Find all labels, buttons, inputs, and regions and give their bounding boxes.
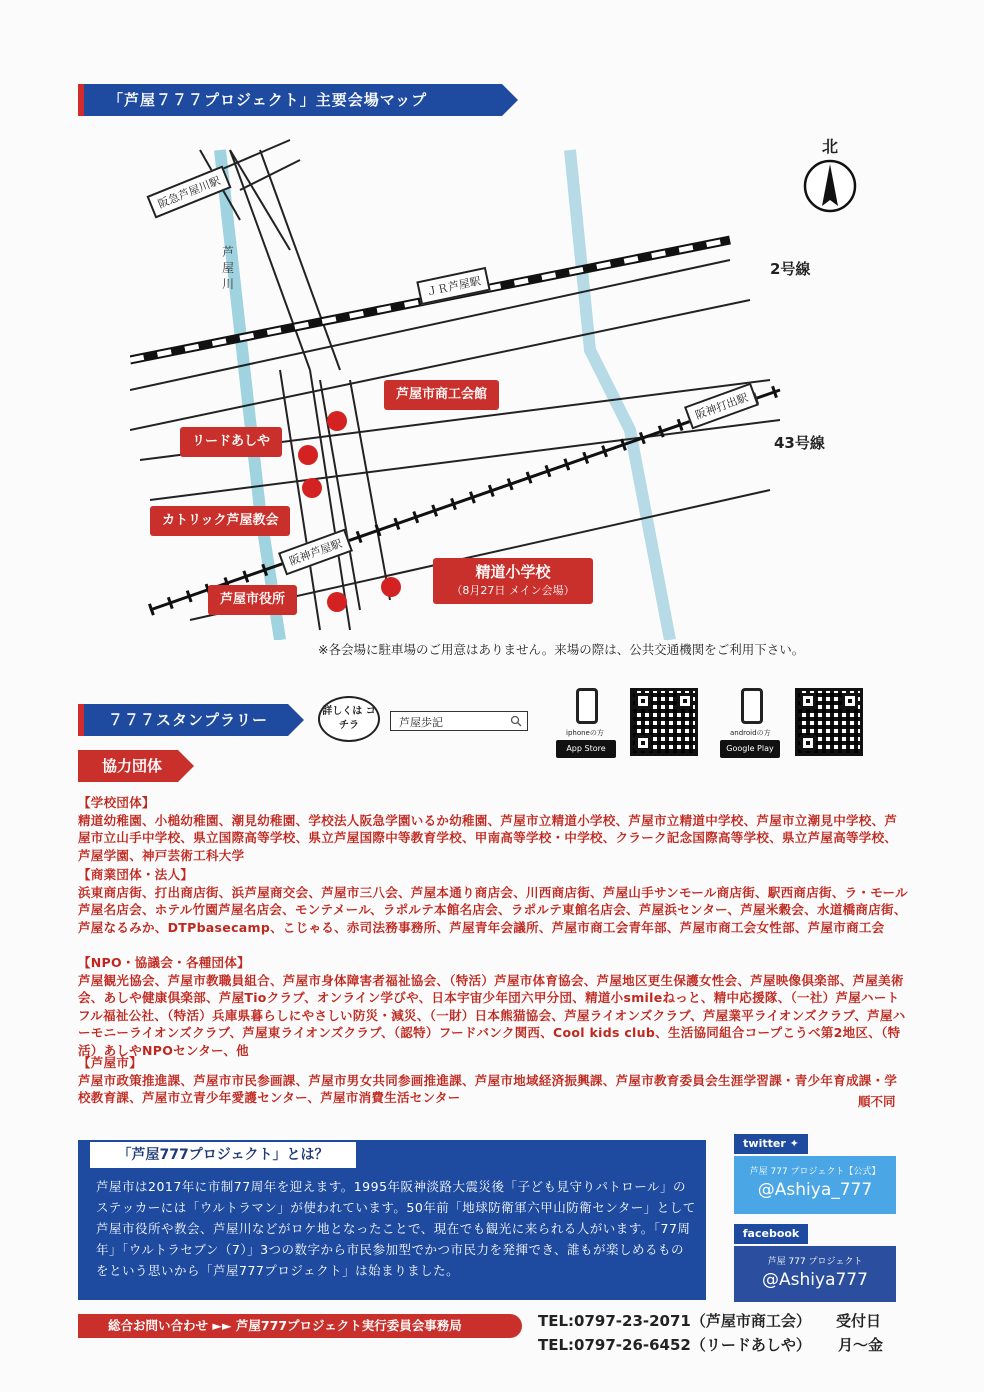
- android-icon: [741, 688, 763, 724]
- app-store-badge[interactable]: App Store: [556, 740, 616, 758]
- coop-title: 協力団体: [78, 750, 178, 782]
- contact-bar: 総合お問い合わせ ►► 芦屋777プロジェクト実行委員会事務局: [78, 1314, 522, 1338]
- facebook-badge[interactable]: facebook: [734, 1224, 808, 1244]
- about-title: 「芦屋777プロジェクト」とは？: [88, 1140, 358, 1170]
- venue-label-lead: リードあしや: [180, 427, 282, 457]
- search-text: 芦屋歩記: [399, 716, 443, 729]
- iphone-label: iphoneの方: [566, 729, 604, 737]
- facebook-card[interactable]: [734, 1246, 896, 1302]
- venue-dot-lead: [298, 445, 318, 465]
- river-label: 芦屋川: [222, 245, 235, 291]
- search-icon: [510, 715, 522, 727]
- venue-dot-shokokaikan: [327, 411, 347, 431]
- venue-label-catholic: カトリック芦屋教会: [150, 506, 290, 536]
- twitter-badge[interactable]: twitter ✦: [734, 1134, 808, 1154]
- venue-label-shokokaikan: 芦屋市商工会館: [384, 380, 499, 410]
- twitter-card[interactable]: [734, 1156, 896, 1214]
- android-label: androidの方: [730, 729, 771, 737]
- station-hanshin-uchide: 阪神打出駅: [684, 383, 759, 430]
- coop-title-arrow: [178, 750, 194, 782]
- parking-note: ※各会場に駐車場のご用意はありません。来場の際は、公共交通機関をご利用下さい。: [318, 642, 805, 657]
- google-play-badge[interactable]: Google Play: [720, 740, 780, 758]
- stamp-rally-title: ７７７スタンプラリー: [78, 704, 288, 736]
- station-hanshin-ashiya: 阪神芦屋駅: [278, 529, 353, 576]
- contact-tel-2: TEL:0797-26-6452（リードあしや）: [538, 1336, 811, 1354]
- coop-group-city: 【芦屋市】 芦屋市政策推進課、芦屋市市民参画課、芦屋市男女共同参画推進課、芦屋市地域経済振興課、芦屋市教育委員会生涯学習課・青少年育成課・学校教育課、芦屋市立青少年愛護センター、芦屋市消費生活センター: [78, 1055, 898, 1105]
- contact-hours-2: 月～金: [838, 1336, 884, 1354]
- order-note: 順不同: [858, 1094, 896, 1109]
- facebook-name: 芦屋 777 プロジェクト: [767, 1257, 863, 1267]
- iphone-qr-code[interactable]: [630, 688, 698, 756]
- android-qr-code[interactable]: [795, 688, 863, 756]
- venue-dot-seido: [381, 577, 401, 597]
- map-section-title: 「芦屋７７７プロジェクト」主要会場マップ: [78, 84, 502, 116]
- venue-dot-cityhall: [327, 592, 347, 612]
- twitter-handle: @Ashiya_777: [757, 1180, 873, 1200]
- coop-group-schools: 【学校団体】 精道幼稚園、小槌幼稚園、潮見幼稚園、学校法人阪急学園いるか幼稚園、芦屋市立精道小学校、芦屋市立精道中学校、芦屋市立潮見中学校、芦屋市立山手中学校、県立国際高等学校、県立芦屋国際中等教育学校、甲南高等学校・中学校、クラーク記念国際高等学校、県立芦屋高等学校、芦屋学園、神戸芸術工科大学: [78, 795, 898, 863]
- station-jr-ashiya: ＪＲ芦屋駅: [416, 267, 490, 305]
- venue-label-cityhall: 芦屋市役所: [208, 585, 297, 615]
- north-label: 北: [822, 137, 839, 156]
- facebook-handle: @Ashiya777: [762, 1270, 868, 1290]
- detail-bubble: 詳しくは コチラ: [318, 696, 380, 742]
- route43-label: 43号線: [774, 434, 825, 452]
- venue-dot-catholic: [302, 478, 322, 498]
- coop-group-npo: 【NPO・協議会・各種団体】 芦屋観光協会、芦屋市教職員組合、芦屋市身体障害者福祉協会、（特活）芦屋市体育協会、芦屋地区更生保護女性会、芦屋映像倶楽部、芦屋美術会、あしや健康倶楽部、芦屋Tioクラブ、オンライン学びや、日本宇宙少年団六甲分団、精道小smileねっと、精中応援隊、（一社）芦屋ハートフル福祉公社、（特活）兵庫県暮らしにやさしい防災・減災、（一財）日本熊猫協会、芦屋ライオンズクラブ、芦屋業平ライオンズクラブ、芦屋ハーモニーライオンズクラブ、芦屋東ライオンズクラブ、（認特）フードバンク関西、Cool kids club、生活協同組合コープこうべ第2地区、（特活）あしやNPOセンター、他: [78, 955, 906, 1058]
- venue-label-seido: 精道小学校 （8月27日 メイン会場）: [433, 558, 593, 604]
- station-hankyu-ashiyagawa: 阪急芦屋川駅: [146, 166, 231, 219]
- coop-group-commerce: 【商業団体・法人】 浜東商店街、打出商店街、浜芦屋商交会、芦屋市三八会、芦屋本通り商店会、川西商店街、芦屋山手サンモール商店街、駅西商店街、ラ・モール芦屋名店会、ホテル竹園芦屋名店会、モンテメール、ラポルテ本館名店会、ラポルテ東館名店会、芦屋浜センター、芦屋米穀会、水道橋商店街、芦屋なるみか、DTPbasecamp、こじゃる、赤司法務事務所、芦屋青年会議所、芦屋市商工会青年部、芦屋市商工会女性部、芦屋市商工会: [78, 867, 908, 935]
- compass-icon: [802, 158, 858, 214]
- about-body: 芦屋市は2017年に市制77周年を迎えます。1995年阪神淡路大震災後「子ども見守りパトロール」のステッカーには「ウルトラマン」が使われています。50年前「地球防衛軍六甲山防衛センター」として芦屋市役所や教会、芦屋川などがロケ地となったことで、現在でも観光に来られる人がいます。「77周年」「ウルトラセブン（7）」3つの数字から市民参加型でかつ市民力を発揮でき、誰もが楽しめるものをという思いから「芦屋777プロジェクト」は始まりました。: [96, 1179, 696, 1278]
- route2-label: 2号線: [770, 260, 811, 278]
- search-box[interactable]: [390, 711, 528, 731]
- twitter-name: 芦屋 777 プロジェクト【公式】: [749, 1167, 881, 1177]
- iphone-icon: [576, 688, 598, 724]
- contact-hours-1: 受付日: [836, 1312, 882, 1330]
- contact-tel-1: TEL:0797-23-2071（芦屋市商工会）: [538, 1312, 811, 1330]
